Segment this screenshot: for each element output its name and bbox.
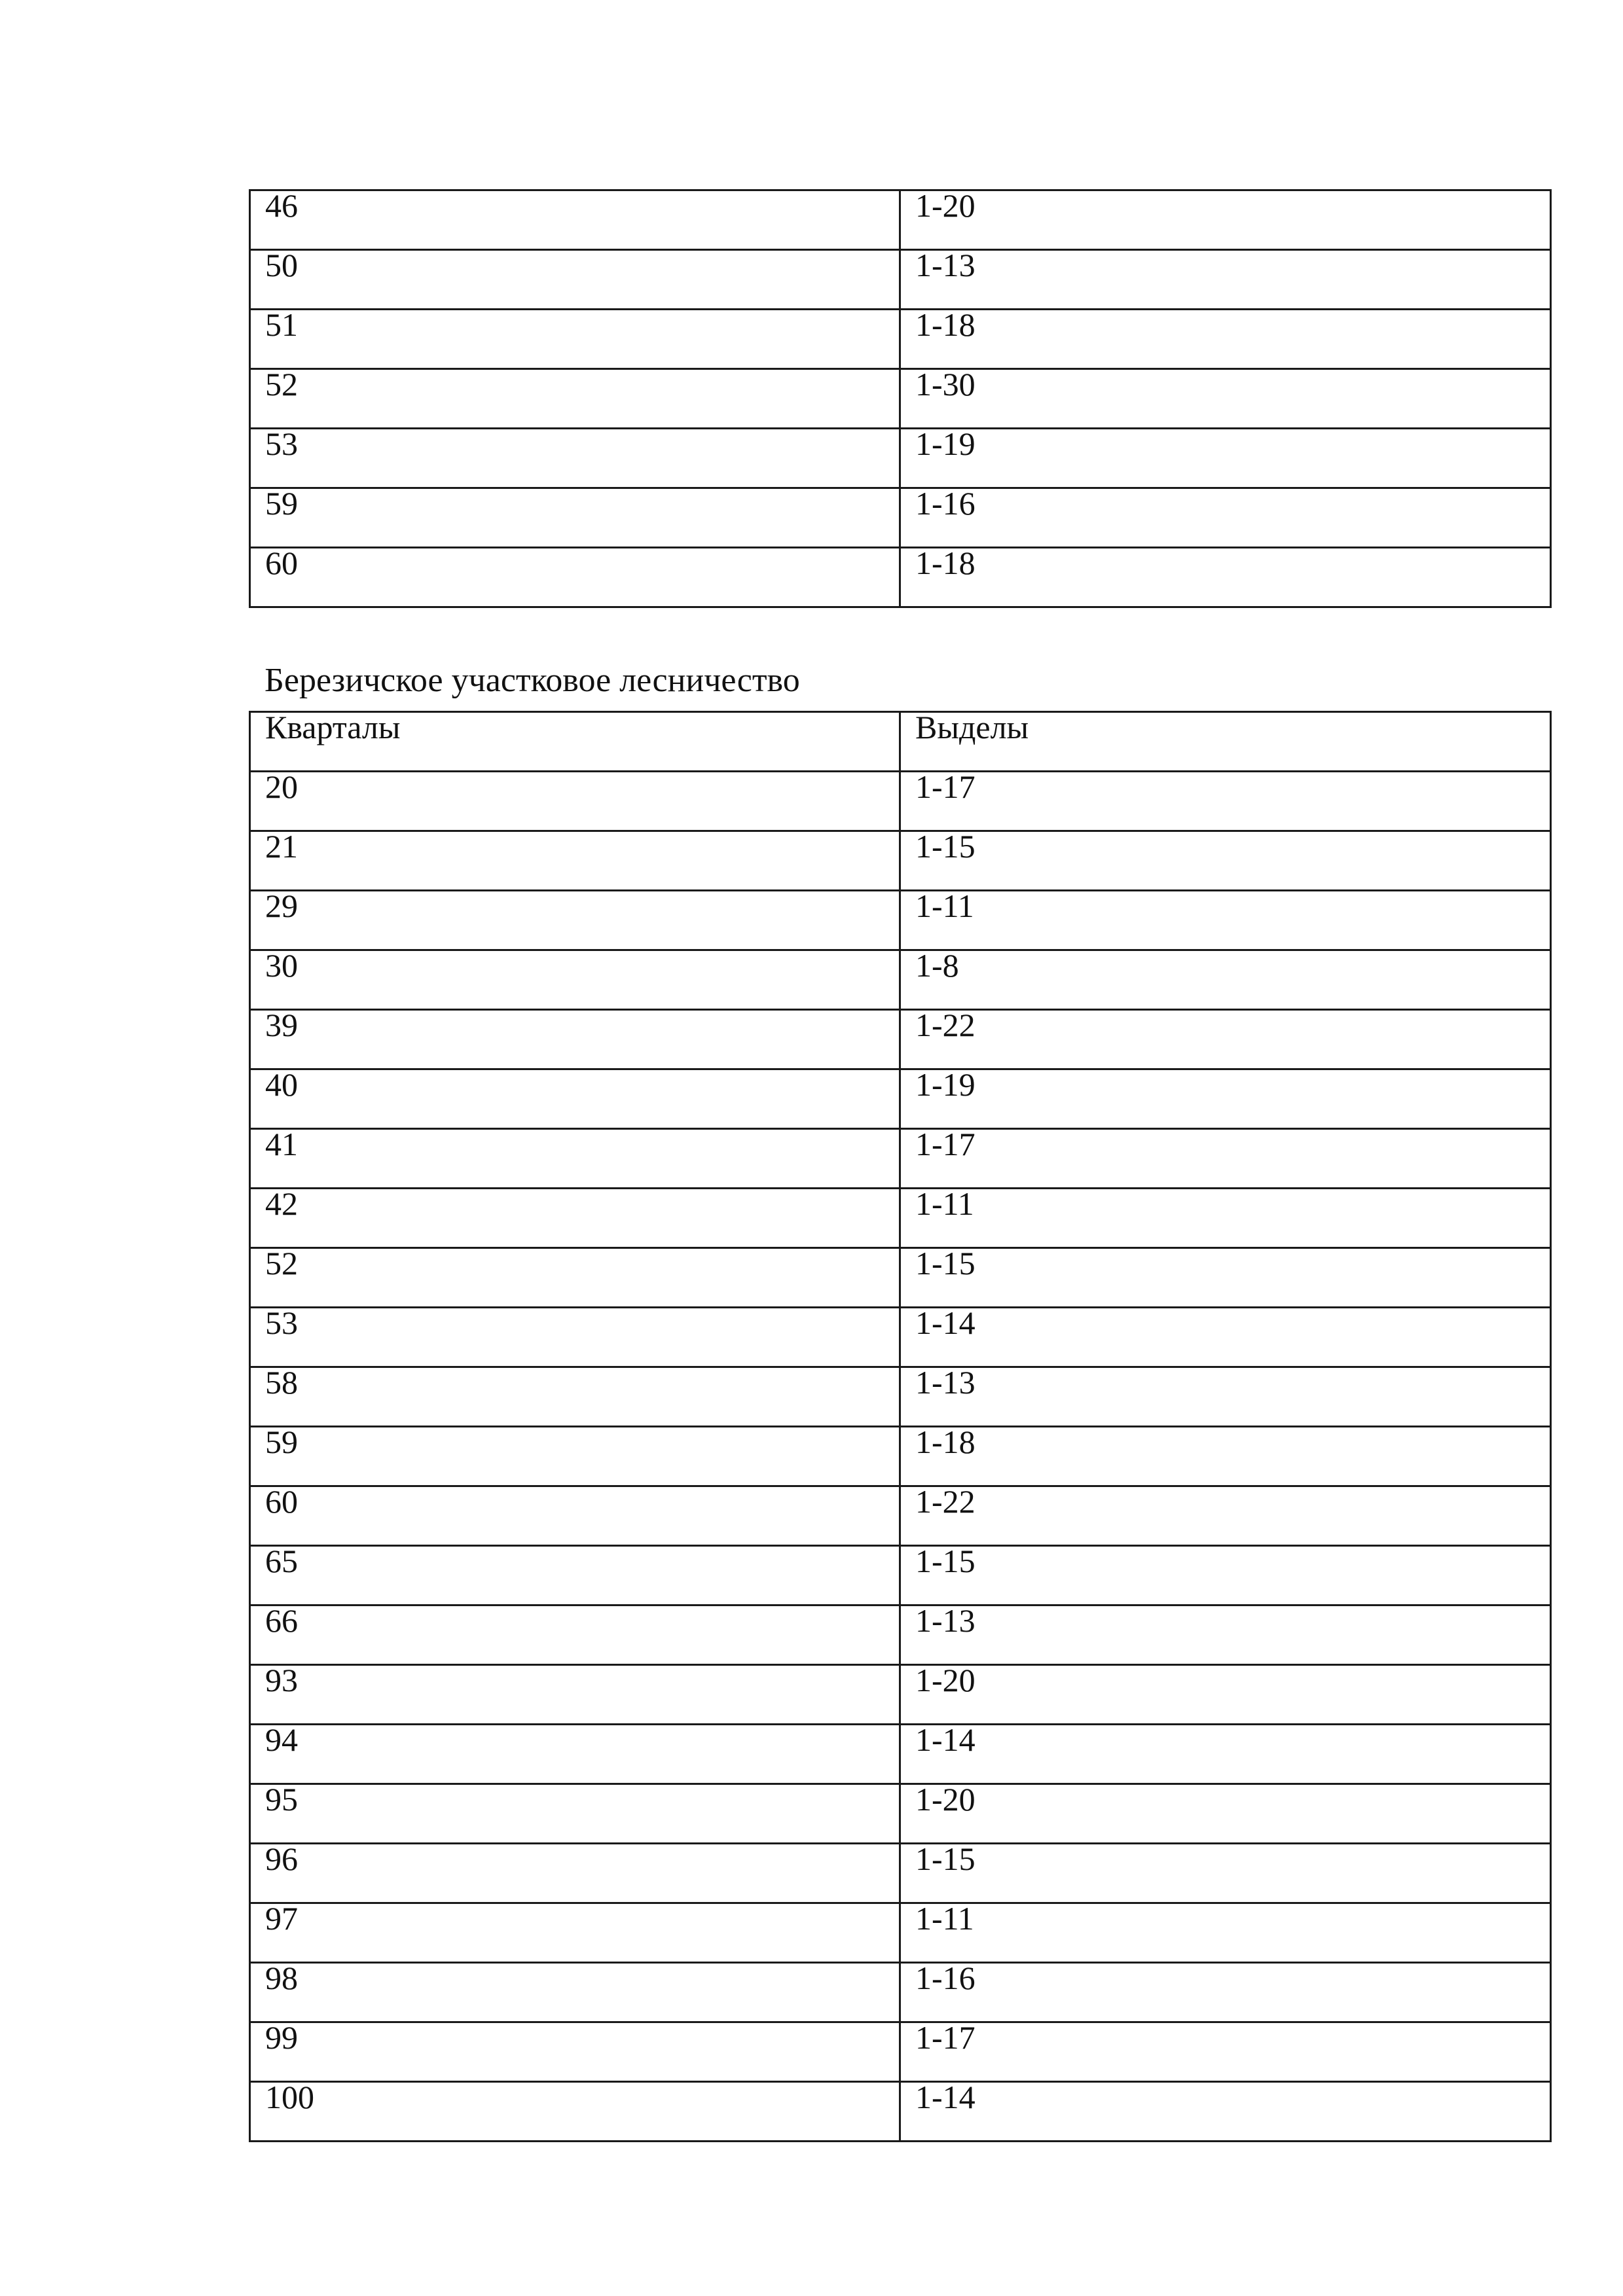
vydely-cell: 1-17 bbox=[900, 1129, 1551, 1189]
header-kvartaly: Кварталы bbox=[250, 712, 900, 772]
kvartal-cell: 52 bbox=[250, 369, 900, 429]
table-row bbox=[250, 310, 1551, 369]
vydely-cell: 1-19 bbox=[900, 429, 1551, 488]
vydely-cell: 1-11 bbox=[900, 1903, 1551, 1963]
vydely-cell: 1-11 bbox=[900, 891, 1551, 950]
kvartal-cell: 96 bbox=[250, 1844, 900, 1903]
table-row bbox=[250, 1784, 1551, 1844]
table-row bbox=[250, 1248, 1551, 1308]
table-row bbox=[250, 1844, 1551, 1903]
vydely-cell: 1-14 bbox=[900, 1725, 1551, 1784]
table-row bbox=[250, 1069, 1551, 1129]
kvartal-cell: 20 bbox=[250, 772, 900, 831]
top-table bbox=[249, 189, 1552, 608]
table-row bbox=[250, 1367, 1551, 1427]
kvartal-cell: 66 bbox=[250, 1605, 900, 1665]
vydely-cell: 1-18 bbox=[900, 548, 1551, 607]
table-row bbox=[250, 1546, 1551, 1605]
table-row bbox=[250, 772, 1551, 831]
vydely-cell: 1-13 bbox=[900, 250, 1551, 310]
table-row bbox=[250, 190, 1551, 250]
table-row bbox=[250, 1129, 1551, 1189]
vydely-cell: 1-20 bbox=[900, 1665, 1551, 1725]
top-table-body bbox=[250, 190, 1551, 607]
kvartal-cell: 100 bbox=[250, 2082, 900, 2142]
table-row bbox=[250, 1963, 1551, 2022]
kvartal-cell: 46 bbox=[250, 190, 900, 250]
vydely-cell: 1-30 bbox=[900, 369, 1551, 429]
kvartal-cell: 51 bbox=[250, 310, 900, 369]
vydely-cell: 1-18 bbox=[900, 1427, 1551, 1486]
table-row bbox=[250, 2082, 1551, 2142]
vydely-cell: 1-14 bbox=[900, 2082, 1551, 2142]
vydely-cell: 1-17 bbox=[900, 2022, 1551, 2082]
kvartal-cell: 60 bbox=[250, 548, 900, 607]
table-row bbox=[250, 1189, 1551, 1248]
table-row bbox=[250, 1486, 1551, 1546]
kvartal-cell: 98 bbox=[250, 1963, 900, 2022]
kvartal-cell: 29 bbox=[250, 891, 900, 950]
table-row bbox=[250, 1725, 1551, 1784]
kvartal-cell: 94 bbox=[250, 1725, 900, 1784]
table-row bbox=[250, 1427, 1551, 1486]
table-row bbox=[250, 548, 1551, 607]
vydely-cell: 1-15 bbox=[900, 1844, 1551, 1903]
kvartal-cell: 21 bbox=[250, 831, 900, 891]
kvartal-cell: 60 bbox=[250, 1486, 900, 1546]
table-row bbox=[250, 1903, 1551, 1963]
header-vydely: Выделы bbox=[900, 712, 1551, 772]
kvartal-cell: 59 bbox=[250, 488, 900, 548]
kvartal-cell: 65 bbox=[250, 1546, 900, 1605]
vydely-cell: 1-22 bbox=[900, 1486, 1551, 1546]
kvartal-cell: 40 bbox=[250, 1069, 900, 1129]
vydely-cell: 1-18 bbox=[900, 310, 1551, 369]
kvartal-cell: 41 bbox=[250, 1129, 900, 1189]
vydely-cell: 1-8 bbox=[900, 950, 1551, 1010]
vydely-cell: 1-13 bbox=[900, 1605, 1551, 1665]
vydely-cell: 1-15 bbox=[900, 831, 1551, 891]
kvartal-cell: 52 bbox=[250, 1248, 900, 1308]
vydely-cell: 1-11 bbox=[900, 1189, 1551, 1248]
kvartal-cell: 30 bbox=[250, 950, 900, 1010]
vydely-cell: 1-19 bbox=[900, 1069, 1551, 1129]
table-row bbox=[250, 2022, 1551, 2082]
vydely-cell: 1-20 bbox=[900, 1784, 1551, 1844]
table-header-row bbox=[250, 712, 1551, 772]
kvartal-cell: 39 bbox=[250, 1010, 900, 1069]
table-row bbox=[250, 429, 1551, 488]
table-row bbox=[250, 891, 1551, 950]
vydely-cell: 1-20 bbox=[900, 190, 1551, 250]
table-row bbox=[250, 1665, 1551, 1725]
table-row bbox=[250, 488, 1551, 548]
table-row bbox=[250, 1308, 1551, 1367]
section-heading: Березичское участковое лесничество bbox=[264, 662, 800, 699]
vydely-cell: 1-13 bbox=[900, 1367, 1551, 1427]
table-row bbox=[250, 1010, 1551, 1069]
kvartal-cell: 99 bbox=[250, 2022, 900, 2082]
kvartal-cell: 95 bbox=[250, 1784, 900, 1844]
vydely-cell: 1-17 bbox=[900, 772, 1551, 831]
kvartal-cell: 53 bbox=[250, 429, 900, 488]
kvartal-cell: 59 bbox=[250, 1427, 900, 1486]
kvartal-cell: 93 bbox=[250, 1665, 900, 1725]
vydely-cell: 1-15 bbox=[900, 1546, 1551, 1605]
table-row bbox=[250, 369, 1551, 429]
table-row bbox=[250, 1605, 1551, 1665]
table-row bbox=[250, 831, 1551, 891]
kvartal-cell: 53 bbox=[250, 1308, 900, 1367]
main-table-body bbox=[250, 712, 1551, 2142]
vydely-cell: 1-14 bbox=[900, 1308, 1551, 1367]
table-row bbox=[250, 250, 1551, 310]
kvartal-cell: 50 bbox=[250, 250, 900, 310]
kvartal-cell: 58 bbox=[250, 1367, 900, 1427]
main-table bbox=[249, 711, 1552, 2142]
vydely-cell: 1-16 bbox=[900, 1963, 1551, 2022]
vydely-cell: 1-16 bbox=[900, 488, 1551, 548]
vydely-cell: 1-22 bbox=[900, 1010, 1551, 1069]
kvartal-cell: 97 bbox=[250, 1903, 900, 1963]
vydely-cell: 1-15 bbox=[900, 1248, 1551, 1308]
table-row bbox=[250, 950, 1551, 1010]
kvartal-cell: 42 bbox=[250, 1189, 900, 1248]
